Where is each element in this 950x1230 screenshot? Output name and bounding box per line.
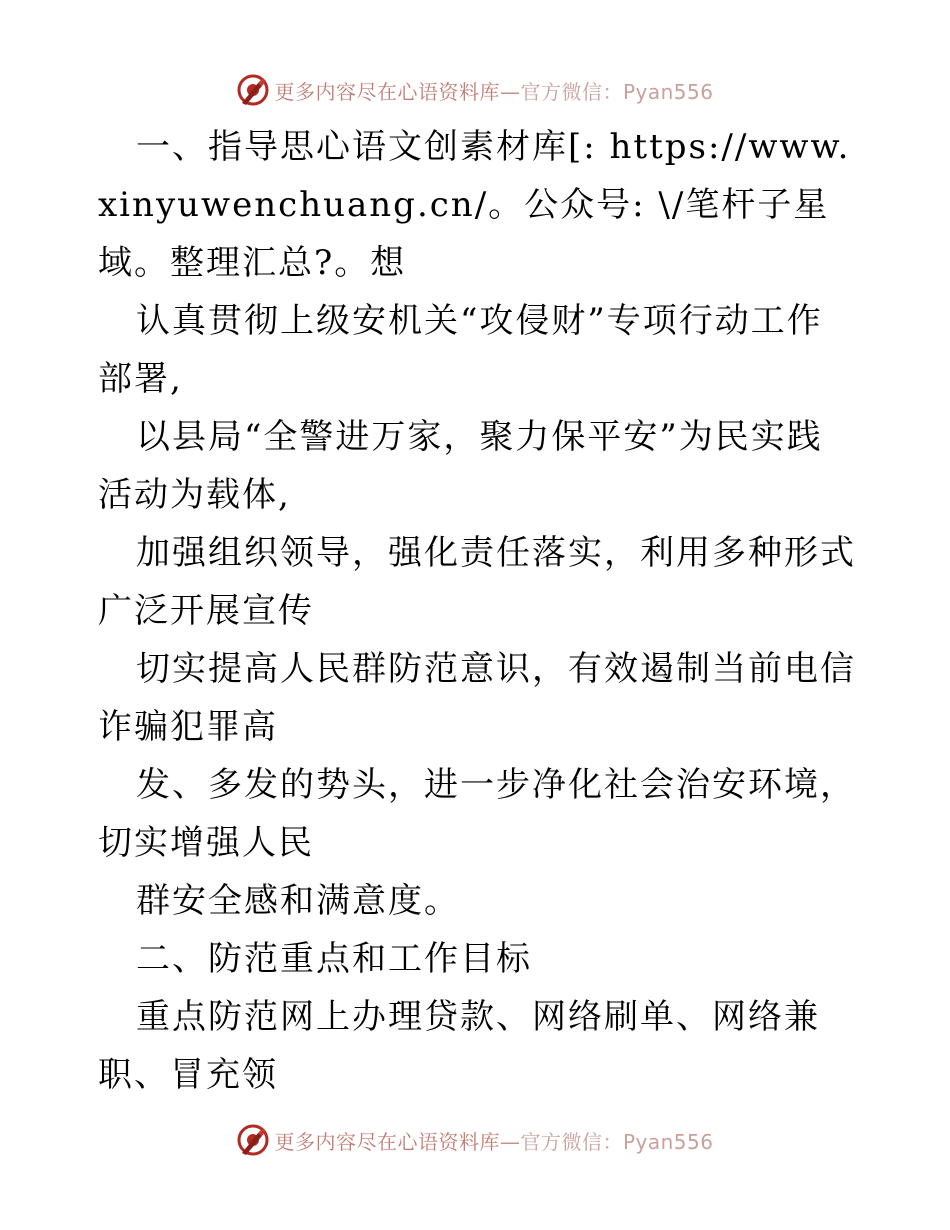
watermark-sub-text: 官方微信：Pyan556: [520, 1129, 714, 1154]
watermark-text: [274, 1126, 713, 1155]
paragraph: 二、防范重点和工作目标: [136, 939, 532, 979]
watermark-main-text: 更多内容尽在心语资料库: [274, 79, 500, 104]
document-body: [98, 118, 858, 1104]
watermark-sub-text: 官方微信：Pyan556: [520, 79, 714, 104]
paragraph: 以县局“全警进万家，聚力保平安”为民实践活动为载体,: [98, 417, 823, 515]
pen-logo-icon: [236, 1123, 270, 1157]
header-watermark: [0, 70, 950, 110]
watermark-main-text: 更多内容尽在心语资料库: [274, 1129, 500, 1154]
watermark-text: [274, 76, 713, 105]
pen-logo-icon: [236, 73, 270, 107]
paragraph: 加强组织领导，强化责任落实，利用多种形式广泛开展宣传: [98, 533, 856, 631]
paragraph: 切实提高人民群防范意识，有效遏制当前电信诈骗犯罪高: [98, 649, 856, 747]
paragraph: 发、多发的势头，进一步净化社会治安环境，切实增强人民: [98, 765, 856, 863]
footer-watermark: [0, 1120, 950, 1160]
paragraph: 重点防范网上办理贷款、网络刷单、网络兼职、冒充领: [98, 997, 820, 1095]
watermark-dash: —: [499, 1129, 521, 1154]
paragraph: 认真贯彻上级安机关“攻侵财”专项行动工作部署,: [98, 301, 823, 399]
watermark-dash: —: [499, 79, 521, 104]
paragraph: 群安全感和满意度。: [136, 881, 460, 921]
paragraph: 一、指导思心语文创素材库[: https://www.xinyuwenchuang.cn/。公众号: \/笔杆子星域。整理汇总?。想: [98, 127, 851, 283]
